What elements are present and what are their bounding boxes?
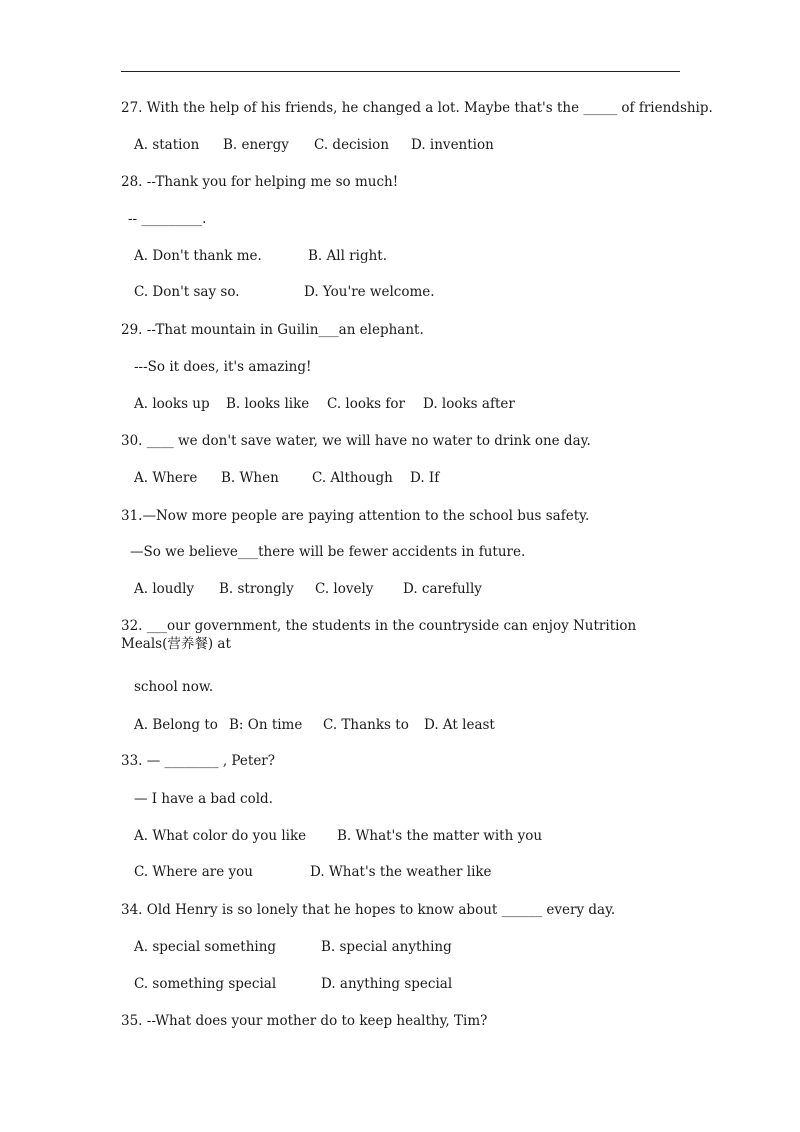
- option-c: C. looks for: [327, 396, 405, 412]
- option-c: C. Although: [312, 470, 393, 486]
- question-32-stem: 32. ___our government, the students in the countryside can enjoy Nutrition Meals(营养餐) at: [121, 618, 637, 652]
- option-a: A. loudly: [134, 581, 195, 597]
- option-d: D. invention: [411, 137, 494, 153]
- option-b: B. strongly: [219, 581, 294, 597]
- option-d: D. looks after: [423, 396, 515, 412]
- option-a: A. Don't thank me.: [134, 248, 262, 264]
- option-b: B. energy: [223, 137, 289, 153]
- question-35-stem: 35. --What does your mother do to keep healthy, Tim?: [121, 1013, 488, 1029]
- question-30-stem: 30. ____ we don't save water, we will have no water to drink one day.: [121, 433, 591, 449]
- option-c: C. Don't say so.: [134, 284, 240, 300]
- option-d: D. If: [410, 470, 440, 486]
- option-c: C. decision: [314, 137, 390, 153]
- question-28-options-row2: [134, 283, 435, 301]
- question-34-stem: 34. Old Henry is so lonely that he hopes to know about ______ every day.: [121, 902, 616, 918]
- question-27-stem: 27. With the help of his friends, he changed a lot. Maybe that's the _____ of friendship.: [121, 100, 713, 116]
- option-c: C. Where are you: [134, 864, 253, 880]
- option-c: C. Thanks to: [323, 717, 409, 733]
- option-d: D. carefully: [403, 581, 482, 597]
- option-a: A. station: [134, 137, 200, 153]
- option-b: B. special anything: [321, 939, 452, 955]
- question-31-reply: —So we believe___there will be fewer accidents in future.: [130, 544, 526, 560]
- question-28-reply: -- _________.: [128, 211, 207, 227]
- question-29-stem: 29. --That mountain in Guilin___an elephant.: [121, 322, 424, 338]
- question-27-options: [134, 136, 494, 154]
- option-c: C. something special: [134, 976, 277, 992]
- option-d: D. anything special: [321, 976, 453, 992]
- option-a: A. What color do you like: [134, 828, 307, 844]
- question-31-stem: 31.—Now more people are paying attention to the school bus safety.: [121, 508, 590, 524]
- option-b: B. When: [221, 470, 279, 486]
- question-31-options: [134, 580, 482, 598]
- question-33-options-row2: [134, 863, 492, 881]
- question-33-options-row1: [134, 827, 542, 845]
- question-30-options: [134, 469, 439, 487]
- header-rule: [121, 71, 680, 72]
- option-b: B. What's the matter with you: [337, 828, 543, 844]
- question-28-stem: 28. --Thank you for helping me so much!: [121, 174, 399, 190]
- question-33-stem: 33. — ________ , Peter?: [121, 753, 275, 769]
- option-c: C. lovely: [315, 581, 374, 597]
- option-d: D. What's the weather like: [310, 864, 492, 880]
- option-d: D. You're welcome.: [304, 284, 435, 300]
- question-34-options-row2: [134, 975, 452, 993]
- option-a: A. special something: [134, 939, 277, 955]
- question-33-reply: — I have a bad cold.: [134, 791, 273, 807]
- question-29-options: [134, 395, 515, 413]
- option-a: A. looks up: [134, 396, 210, 412]
- question-32-continuation: school now.: [134, 679, 214, 695]
- question-28-options-row1: [134, 247, 387, 265]
- option-b: B: On time: [229, 717, 303, 733]
- option-d: D. At least: [424, 717, 495, 733]
- option-a: A. Where: [134, 470, 198, 486]
- question-34-options-row1: [134, 938, 452, 956]
- option-a: A. Belong to: [134, 717, 218, 733]
- question-32-options: [134, 716, 495, 734]
- option-b: B. All right.: [308, 248, 388, 264]
- question-29-reply: ---So it does, it's amazing!: [134, 359, 312, 375]
- option-b: B. looks like: [226, 396, 310, 412]
